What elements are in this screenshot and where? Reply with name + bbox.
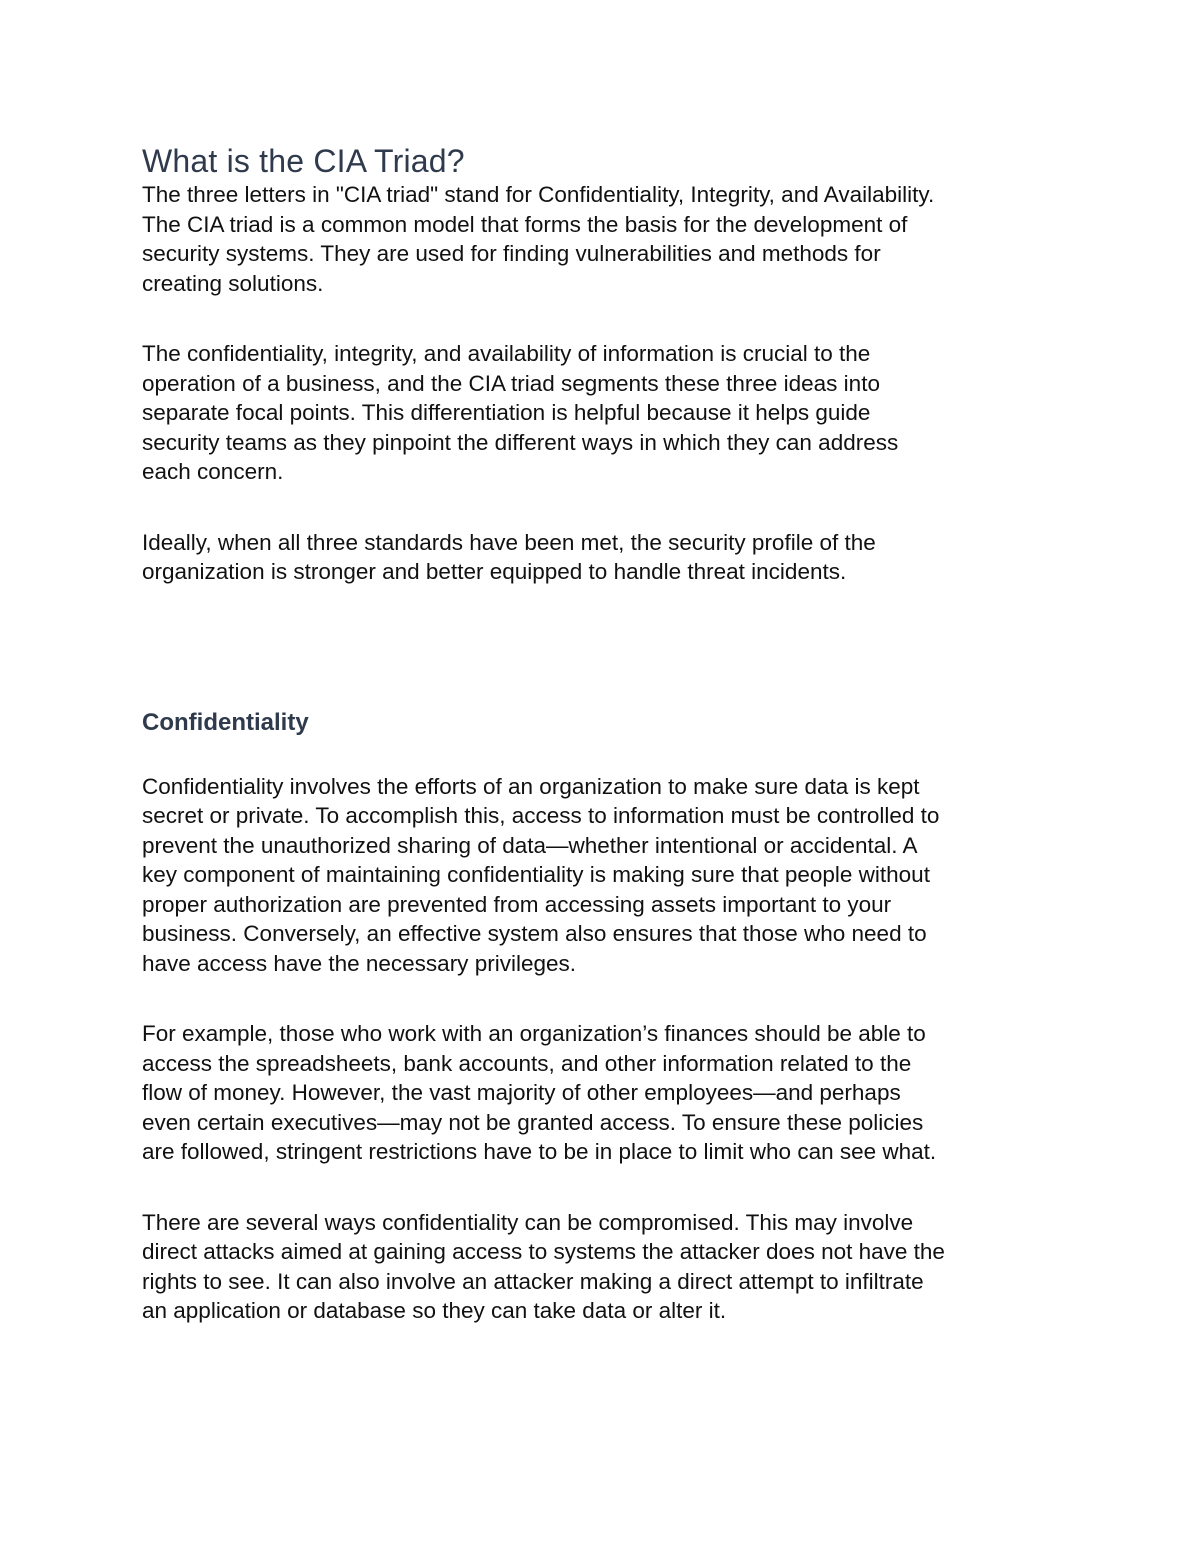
document-page — [142, 142, 1062, 1326]
confidentiality-paragraph-3: There are several ways confidentiality can be compromised. This may involve direct attacks aimed at gaining access to systems the attacker does not have the rights to see. It can also involve an attacker making a direct attempt to infiltrate an application or database so they can take data or alter it. — [142, 1209, 945, 1323]
confidentiality-paragraph-2: For example, those who work with an organization’s finances should be able to access the spreadsheets, bank accounts, and other information related to the flow of money. However, the vast majority of other employees—and perhaps even certain executives—may not be granted access. To ensure these policies are followed, stringent restrictions have to be in place to limit who can see what. — [142, 1021, 937, 1164]
intro-paragraph-1: The three letters in "CIA triad" stand for Confidentiality, Integrity, and Availability. The CIA triad is a common model that forms the basis for the development of security systems. They are used for finding vulnerabilities and methods for creating solutions. — [142, 182, 935, 296]
section-spacer — [142, 587, 1062, 708]
paragraph-spacer — [142, 487, 1062, 528]
confidentiality-paragraph-1: Confidentiality involves the efforts of an organization to make sure data is kept secret or private. To accomplish this, access to information must be controlled to prevent the unauthorized sharing of data—whether intentional or accidental. A key component of maintaining confidentiality is making sure that people without proper authorization are prevented from accessing assets important to your business. Conversely, an effective system also ensures that those who need to have access have the necessary privileges. — [142, 773, 940, 976]
intro-paragraph-2: The confidentiality, integrity, and availability of information is crucial to the operation of a business, and the CIA triad segments these three ideas into separate focal points. This differentiation is helpful because it helps guide security teams as they pinpoint the different ways in which they can address each concern. — [142, 341, 899, 484]
section-heading-confidentiality: Confidentiality — [142, 708, 309, 736]
heading-spacer — [142, 738, 1062, 772]
intro-paragraph-3: Ideally, when all three standards have been met, the security profile of the organization is stronger and better equipped to handle threat incidents. — [142, 529, 876, 584]
paragraph-spacer — [142, 978, 1062, 1019]
document-title: What is the CIA Triad? — [142, 143, 465, 179]
paragraph-spacer — [142, 298, 1062, 339]
paragraph-spacer — [142, 1167, 1062, 1208]
